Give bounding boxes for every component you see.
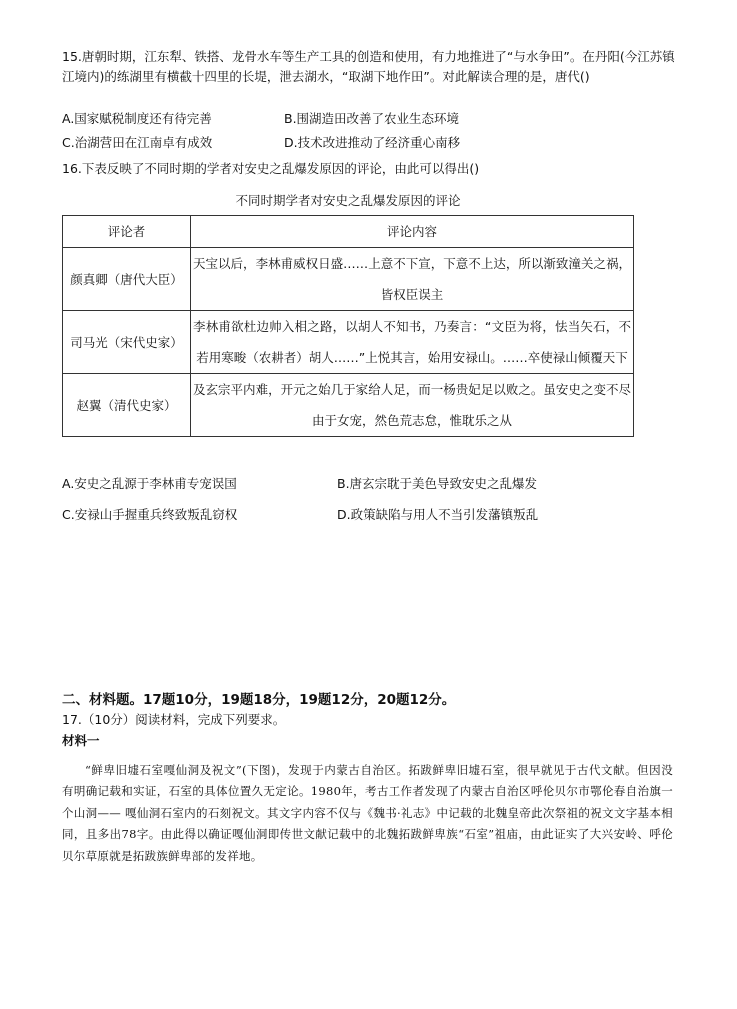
table-row: [63, 248, 634, 311]
material-title: 材料一: [62, 733, 100, 748]
table-row: [63, 374, 634, 437]
table-title: 不同时期学者对安史之乱爆发原因的评论: [235, 193, 461, 208]
commentary-cell: 李林甫欲杜边帅入相之路，以胡人不知书，乃奏言：“文臣为将，怯当矢石，不若用寒畯（农耕者）胡人……”上悦其言，始用安禄山。……卒使禄山倾覆天下: [191, 311, 634, 374]
commentator-cell: 司马光（宋代史家）: [63, 311, 191, 374]
question-16-stem: 16.下表反映了不同时期的学者对安史之乱爆发原因的评论，由此可以得出(): [62, 161, 480, 176]
question-16-options-row-2: [62, 505, 662, 523]
question-16-option-a: A.安史之乱源于李林甫专宠误国: [62, 476, 237, 491]
question-15-option-d: D.技术改进推动了经济重心南移: [284, 135, 461, 150]
header-commentator: 评论者: [63, 216, 191, 248]
commentary-table: [62, 215, 634, 437]
question-17-stem: 17.（10分）阅读材料，完成下列要求。: [62, 712, 286, 727]
question-16-option-c: C.安禄山手握重兵终致叛乱窃权: [62, 507, 238, 522]
question-16-option-d: D.政策缺陷与用人不当引发藩镇叛乱: [337, 507, 539, 522]
table-row: [63, 311, 634, 374]
commentary-cell: 天宝以后，李林甫威权日盛……上意不下宣，下意不上达，所以渐致潼关之祸，皆权臣误主: [191, 248, 634, 311]
commentator-cell: 颜真卿（唐代大臣）: [63, 248, 191, 311]
question-15-options-row-2: [62, 133, 662, 151]
question-15-option-c: C.治湖营田在江南卓有成效: [62, 135, 213, 150]
question-15-option-b: B.围湖造田改善了农业生态环境: [284, 111, 460, 126]
question-16-option-b: B.唐玄宗耽于美色导致安史之乱爆发: [337, 476, 538, 491]
section-heading: 二、材料题。17题10分，19题18分，19题12分，20题12分。: [62, 692, 456, 708]
material-body: “鲜卑旧墟石室嘎仙洞及祝文”(下图)，发现于内蒙古自治区。拓跋鲜卑旧墟石室，很早就见于古代文献。但因没有明确记载和实证，石室的具体位置久无定论。1980年，考古工作者发现了内蒙古自治区呼伦贝尔市鄂伦春自治旗一个山洞—— 嘎仙洞石室内的石刻祝文。其文字内容不仅与《魏书·礼志》中记载的北魏皇帝此次祭祖的祝文文字基本相同，且多出78字。由此得以确证嘎仙洞即传世文献记载中的北魏拓跋鲜卑族“石室”祖庙，由此证实了大兴安岭、呼伦贝尔草原就是拓跋族鲜卑部的发祥地。: [62, 762, 673, 863]
header-commentary: 评论内容: [191, 216, 634, 248]
question-15-stem: 15.唐朝时期，江东犁、铁搭、龙骨水车等生产工具的创造和使用，有力地推进了“与水争田”。在丹阳(今江苏镇江境内)的练湖里有横截十四里的长堤，泄去湖水，“取湖下地作田”。对此解读合理的是，唐代(): [62, 49, 675, 84]
table-header-row: [63, 216, 634, 248]
question-16-options-row-1: [62, 474, 662, 492]
commentator-cell: 赵翼（清代史家）: [63, 374, 191, 437]
question-15-options-row-1: [62, 109, 662, 127]
commentary-cell: 及玄宗平内难，开元之始几于家给人足，而一杨贵妃足以败之。虽安史之变不尽由于女宠，然色荒志怠，惟耽乐之从: [191, 374, 634, 437]
question-15-option-a: A.国家赋税制度还有待完善: [62, 111, 212, 126]
